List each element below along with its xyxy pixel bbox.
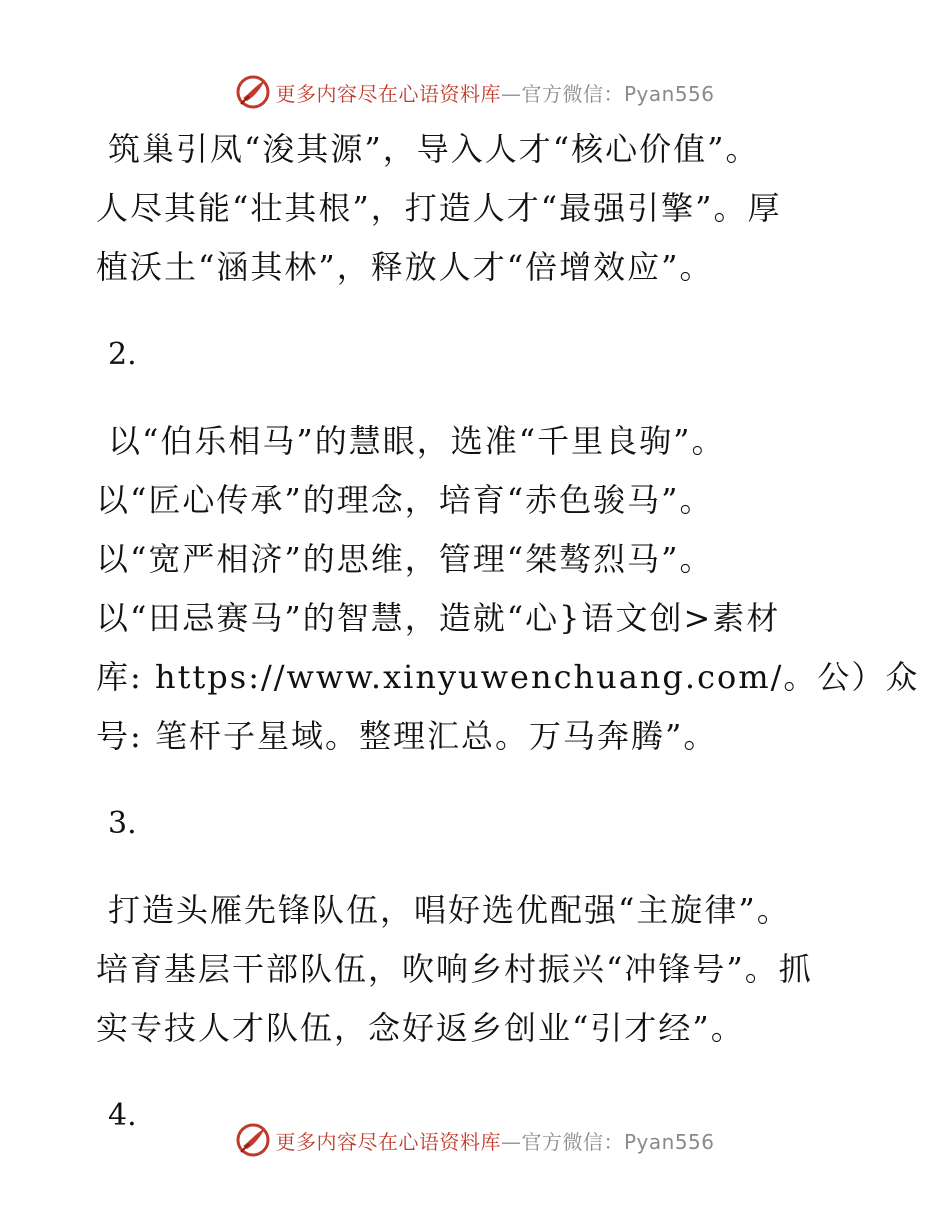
paragraph-line: 以“宽严相济”的思维，管理“桀骜烈马”。: [96, 540, 714, 578]
paragraph-line: 以“田忌赛马”的智慧，造就“心}语文创>素材: [96, 599, 781, 637]
quill-logo-icon: [235, 1122, 271, 1158]
paragraph-line: 号: 笔杆子星域。整理汇总。万马奔腾”。: [96, 717, 718, 755]
header-separator: —: [500, 81, 522, 106]
paragraph-line: 培育基层干部队伍，吹响乡村振兴“冲锋号”。抓: [96, 950, 813, 988]
header-contact-label: 官方微信：: [521, 81, 624, 106]
paragraph-line: 以“伯乐相马”的慧眼，选准“千里良驹”。: [108, 422, 726, 460]
footer-contact-label: 官方微信：: [521, 1129, 624, 1154]
footer-separator: —: [500, 1129, 522, 1154]
paragraph-line: 筑巢引凤“浚其源”，导入人才“核心价值”。: [108, 130, 760, 168]
section-number: 2.: [108, 337, 137, 372]
header-contact-id: Pyan556: [623, 81, 715, 106]
paragraph-line: 打造头雁先锋队伍，唱好选优配强“主旋律”。: [108, 891, 791, 929]
header-brand: 更多内容尽在心语资料库: [275, 81, 501, 106]
section-number: 3.: [108, 806, 137, 841]
paragraph-line: 库: https://www.xinyuwenchuang.com/。公）众: [96, 658, 920, 696]
paragraph-line: 植沃土“涵其林”，释放人才“倍增效应”。: [96, 248, 714, 286]
document-body: [96, 120, 920, 1145]
paragraph-line: 以“匠心传承”的理念，培育“赤色骏马”。: [96, 481, 714, 519]
footer-banner: [0, 1118, 950, 1162]
quill-logo-icon: [235, 74, 271, 110]
paragraph-line: 人尽其能“壮其根”，打造人才“最强引擎”。厚: [96, 189, 782, 227]
header-banner: [0, 70, 950, 114]
footer-text: [275, 1126, 714, 1155]
header-text: [275, 78, 714, 107]
footer-contact-id: Pyan556: [623, 1129, 715, 1154]
footer-brand: 更多内容尽在心语资料库: [275, 1129, 501, 1154]
section-number: 4.: [108, 1098, 137, 1133]
paragraph-line: 实专技人才队伍，念好返乡创业“引才经”。: [96, 1009, 745, 1047]
